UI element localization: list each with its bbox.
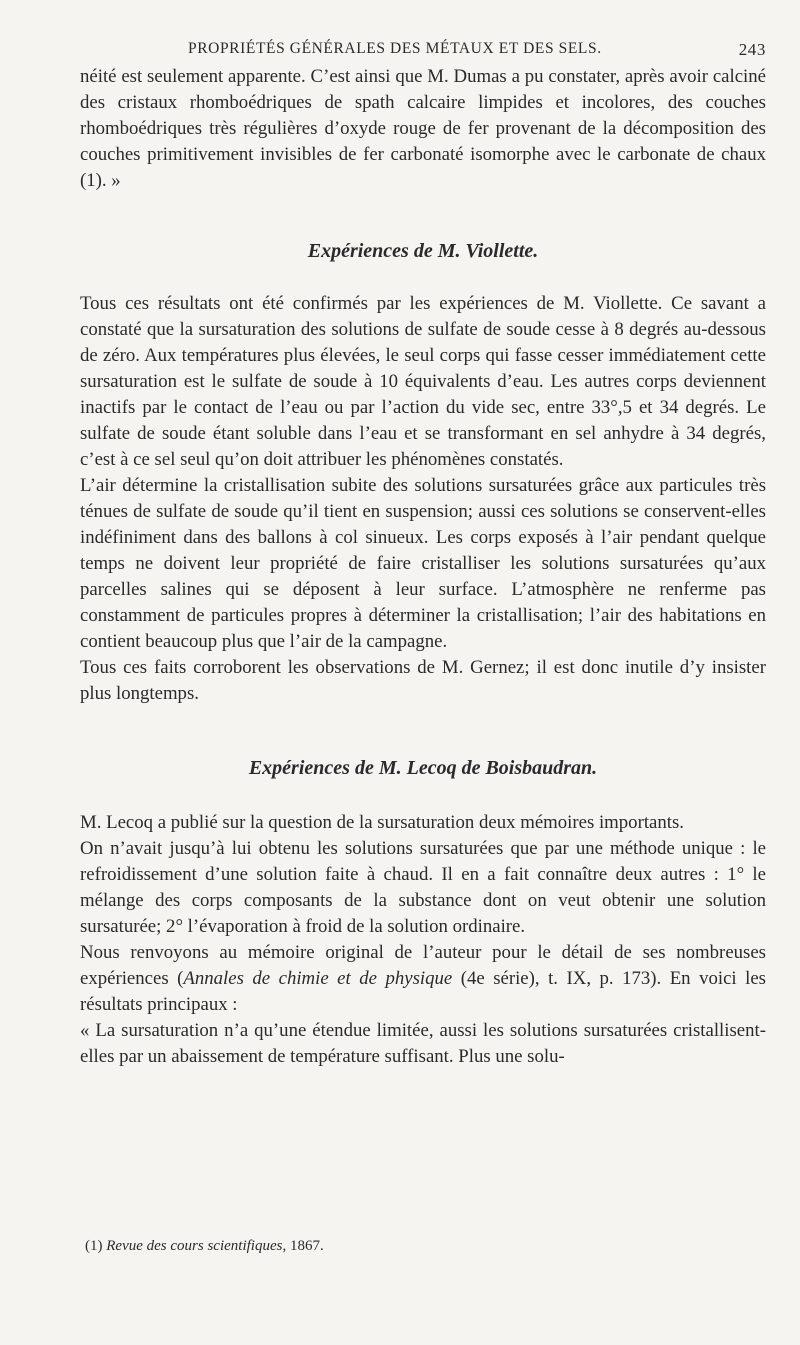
section-heading-lecoq: Expériences de M. Lecoq de Boisbaudran.	[248, 757, 598, 779]
footnote-marker: (1)	[85, 1238, 107, 1254]
paragraph-lecoq-1: M. Lecoq a publié sur la question de la sursaturation deux mémoires importants.	[80, 812, 684, 833]
paragraph-intro: néité est seulement apparente. C’est ainsi que M. Dumas a pu constater, après avoir calciné des cristaux rhomboédriques de spath calcaire limpides et incolores, des couches rhomboédriques très régulières d’oxyde rouge de fer provenant de la décomposition des couches primitivement invisibles de fer carbonaté isomorphe avec le carbonate de chaux (1). »	[80, 66, 766, 191]
annales-before: Nous renvoyons au mémoire original de l’auteur pour le détail de ses nombreuses expériences (	[80, 942, 766, 989]
paragraph-lecoq-2: On n’avait jusqu’à lui obtenu les solutions sursaturées que par une méthode unique : le refroidissement d’une solution faite à chaud. Il en a fait connaître deux autres : 1° le mélange des corps composants de la substance dont on veut obtenir une solution sursaturée; 2° l’évaporation à froid de la solution ordinaire.	[80, 838, 766, 937]
book-page	[80, 36, 766, 1070]
footnote	[85, 1238, 324, 1255]
paragraph-lecoq-3	[80, 940, 766, 1018]
annales-title: Annales de chimie et de physique	[183, 968, 453, 989]
annales-after: (4e série), t. IX, p. 173). En voici les résultats principaux :	[80, 968, 766, 1015]
paragraph-violette-3: Tous ces faits corroborent les observations de M. Gernez; il est donc inutile d’y insister plus longtemps.	[80, 657, 766, 704]
paragraph-violette-2: L’air détermine la cristallisation subite des solutions sursaturées grâce aux particules très ténues de sulfate de soude qu’il tient en suspension; aussi ces solutions se conservent-elles indéfiniment dans des ballons à col sinueux. Les corps exposés à l’air pendant quelque temps ne doivent leur propriété de faire cristalliser les solutions sursaturées qu’aux parcelles salines qui se déposent à leur surface. L’atmosphère ne renferme pas constamment de particules propres à déterminer la cristallisation; l’air des habitations en contient beaucoup plus que l’air de la campagne.	[80, 475, 766, 652]
footnote-after: , 1867.	[282, 1238, 324, 1254]
page-number: 243	[738, 40, 766, 59]
footnote-title: Revue des cours scientifiques	[106, 1238, 283, 1254]
paragraph-lecoq-quote: « La sursaturation n’a qu’une étendue limitée, aussi les solutions sursaturées cristallisent-elles par un abaissement de température suffisant. Plus une solu-	[80, 1020, 766, 1067]
running-title: PROPRIÉTÉS GÉNÉRALES DES MÉTAUX ET DES SELS.	[188, 40, 602, 57]
paragraph-violette-1: Tous ces résultats ont été confirmés par les expériences de M. Viollette. Ce savant a constaté que la sursaturation des solutions de sulfate de soude cesse à 8 degrés au-dessous de zéro. Aux températures plus élevées, le seul corps qui fasse cesser immédiatement cette sursaturation est le sulfate de soude à 10 équivalents d’eau. Les autres corps deviennent inactifs par le contact de l’eau ou par l’action du vide sec, entre 33°,5 et 34 degrés. Le sulfate de soude étant soluble dans l’eau et se transformant en sel anhydre à 34 degrés, c’est à ce sel seul qu’on doit attribuer les phénomènes constatés.	[80, 293, 766, 470]
running-header	[80, 36, 766, 64]
section-heading-violette: Expériences de M. Viollette.	[307, 240, 539, 262]
body-text	[80, 64, 766, 1070]
